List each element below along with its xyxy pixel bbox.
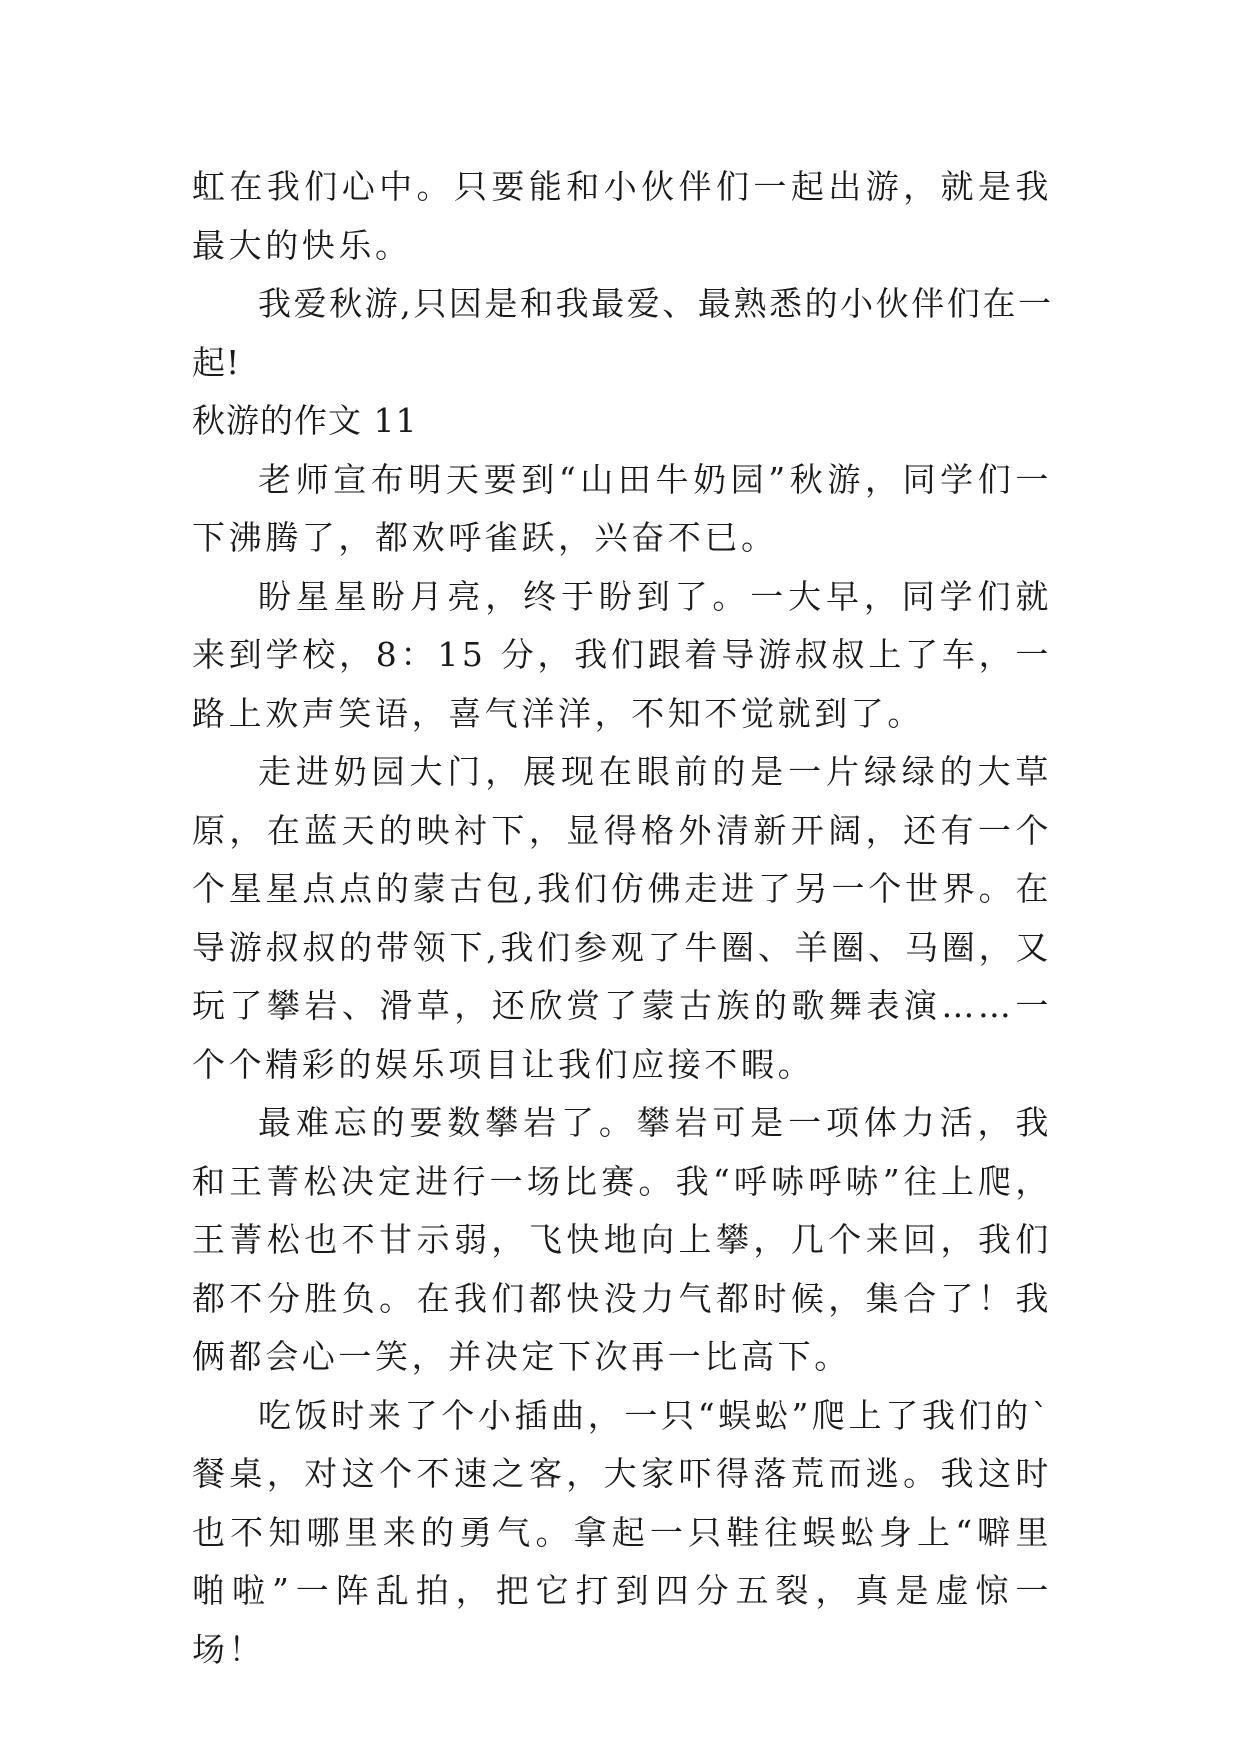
paragraph: 吃饭时来了个小插曲，一只“蜈蚣”爬上了我们的`餐桌，对这个不速之客，大家吓得落荒而逃。我这时也不知哪里来的勇气。拿起一只鞋往蜈蚣身上“噼里啪啦”一阵乱拍，把它打到四分五裂，真是虚惊一场！ — [192, 1395, 1052, 1669]
paragraph: 盼星星盼月亮，终于盼到了。一大早，同学们就来到学校，8：15 分，我们跟着导游叔叔上了车，一路上欢声笑语，喜气洋洋，不知不觉就到了。 — [192, 576, 1052, 733]
paragraph: 虹在我们心中。只要能和小伙伴们一起出游，就是我最大的快乐。 — [192, 167, 1052, 265]
paragraph: 我爱秋游,只因是和我最爱、最熟悉的小伙伴们在一起! — [192, 284, 1052, 382]
paragraph: 老师宣布明天要到“山田牛奶园”秋游，同学们一下沸腾了，都欢呼雀跃，兴奋不已。 — [192, 459, 1052, 557]
paragraph: 最难忘的要数攀岩了。攀岩可是一项体力活，我和王菁松决定进行一场比赛。我“呼哧呼哧”往上爬，王菁松也不甘示弱，飞快地向上攀，几个来回，我们都不分胜负。在我们都快没力气都时候，集合了！我俩都会心一笑，并决定下次再一比高下。 — [192, 1103, 1052, 1376]
paragraph: 走进奶园大门，展现在眼前的是一片绿绿的大草原，在蓝天的映衬下，显得格外清新开阔，还有一个个星星点点的蒙古包,我们仿佛走进了另一个世界。在导游叔叔的带领下,我们参观了牛圈、羊圈、马圈，又玩了攀岩、滑草，还欣赏了蒙古族的歌舞表演……一个个精彩的娱乐项目让我们应接不暇。 — [192, 752, 1052, 1084]
document-body — [192, 158, 1052, 1679]
section-heading: 秋游的作文 11 — [192, 401, 418, 440]
